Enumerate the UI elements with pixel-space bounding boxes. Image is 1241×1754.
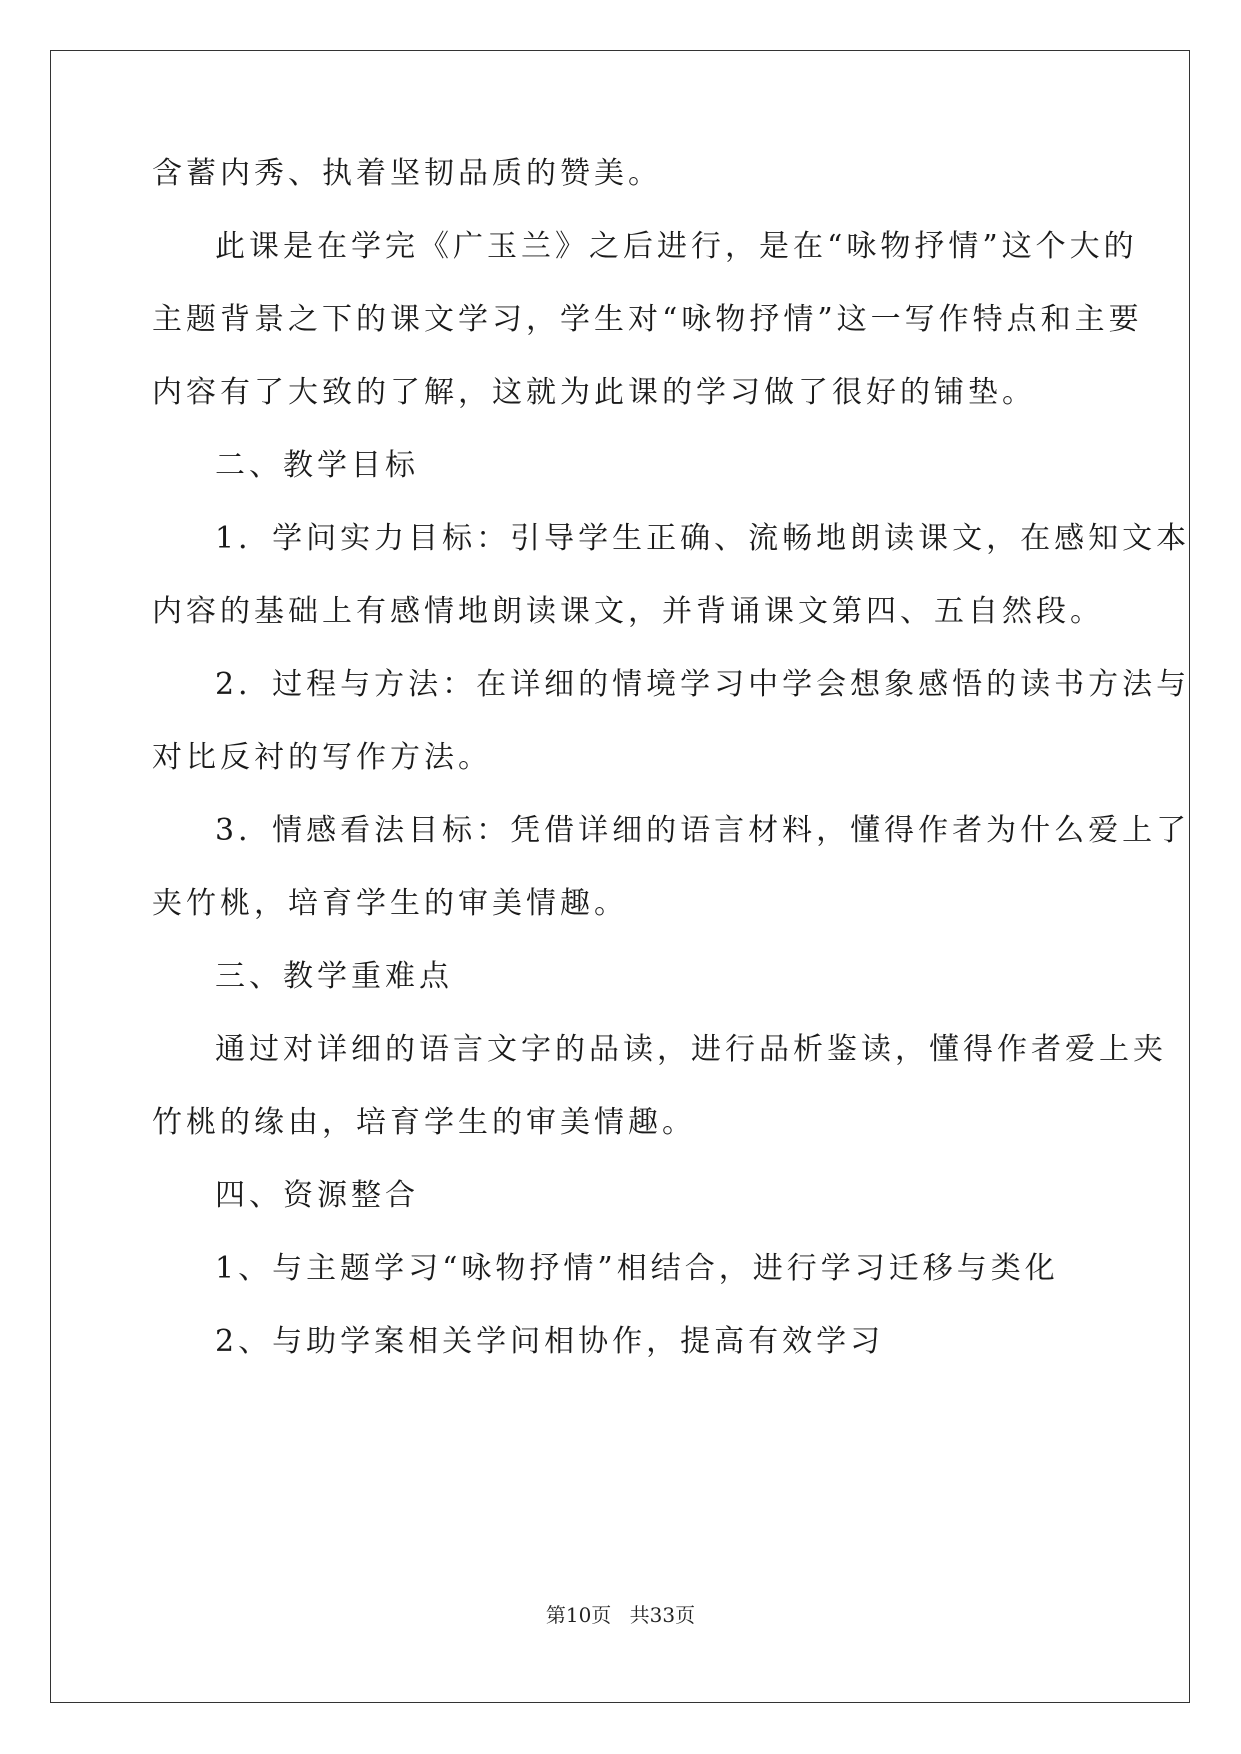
paragraph-line: 夹竹桃，培育学生的审美情趣。: [152, 886, 628, 921]
page-footer: [0, 1602, 1241, 1628]
paragraph-line: 内容有了大致的了解，这就为此课的学习做了很好的铺垫。: [152, 375, 1036, 410]
section-heading: 二、教学目标: [215, 448, 419, 483]
paragraph-line: 内容的基础上有感情地朗读课文，并背诵课文第四、五自然段。: [152, 594, 1104, 629]
section-heading: 四、资源整合: [215, 1178, 419, 1213]
paragraph-line: 对比反衬的写作方法。: [152, 740, 492, 775]
paragraph-line: 竹桃的缘由，培育学生的审美情趣。: [152, 1105, 696, 1140]
paragraph-line: 2．过程与方法：在详细的情境学习中学会想象感悟的读书方法与: [215, 667, 1191, 702]
paragraph-line: 3．情感看法目标：凭借详细的语言材料，懂得作者为什么爱上了: [215, 813, 1191, 848]
paragraph-line: 此课是在学完《广玉兰》之后进行，是在“咏物抒情”这个大的: [215, 229, 1138, 264]
paragraph-line: 通过对详细的语言文字的品读，进行品析鉴读，懂得作者爱上夹: [215, 1032, 1167, 1067]
section-heading: 三、教学重难点: [215, 959, 453, 994]
paragraph-line: 2、与助学案相关学问相协作，提高有效学习: [215, 1324, 885, 1359]
page-total: 共33页: [629, 1603, 696, 1627]
page-number: 第10页: [545, 1603, 612, 1627]
page-border: [50, 50, 1190, 1703]
paragraph-line: 1、与主题学习“咏物抒情”相结合，进行学习迁移与类化: [215, 1251, 1059, 1286]
paragraph-line: 主题背景之下的课文学习，学生对“咏物抒情”这一写作特点和主要: [152, 302, 1143, 337]
paragraph-line: 1．学问实力目标：引导学生正确、流畅地朗读课文，在感知文本: [215, 521, 1191, 556]
paragraph-line: 含蓄内秀、执着坚韧品质的赞美。: [152, 156, 662, 191]
